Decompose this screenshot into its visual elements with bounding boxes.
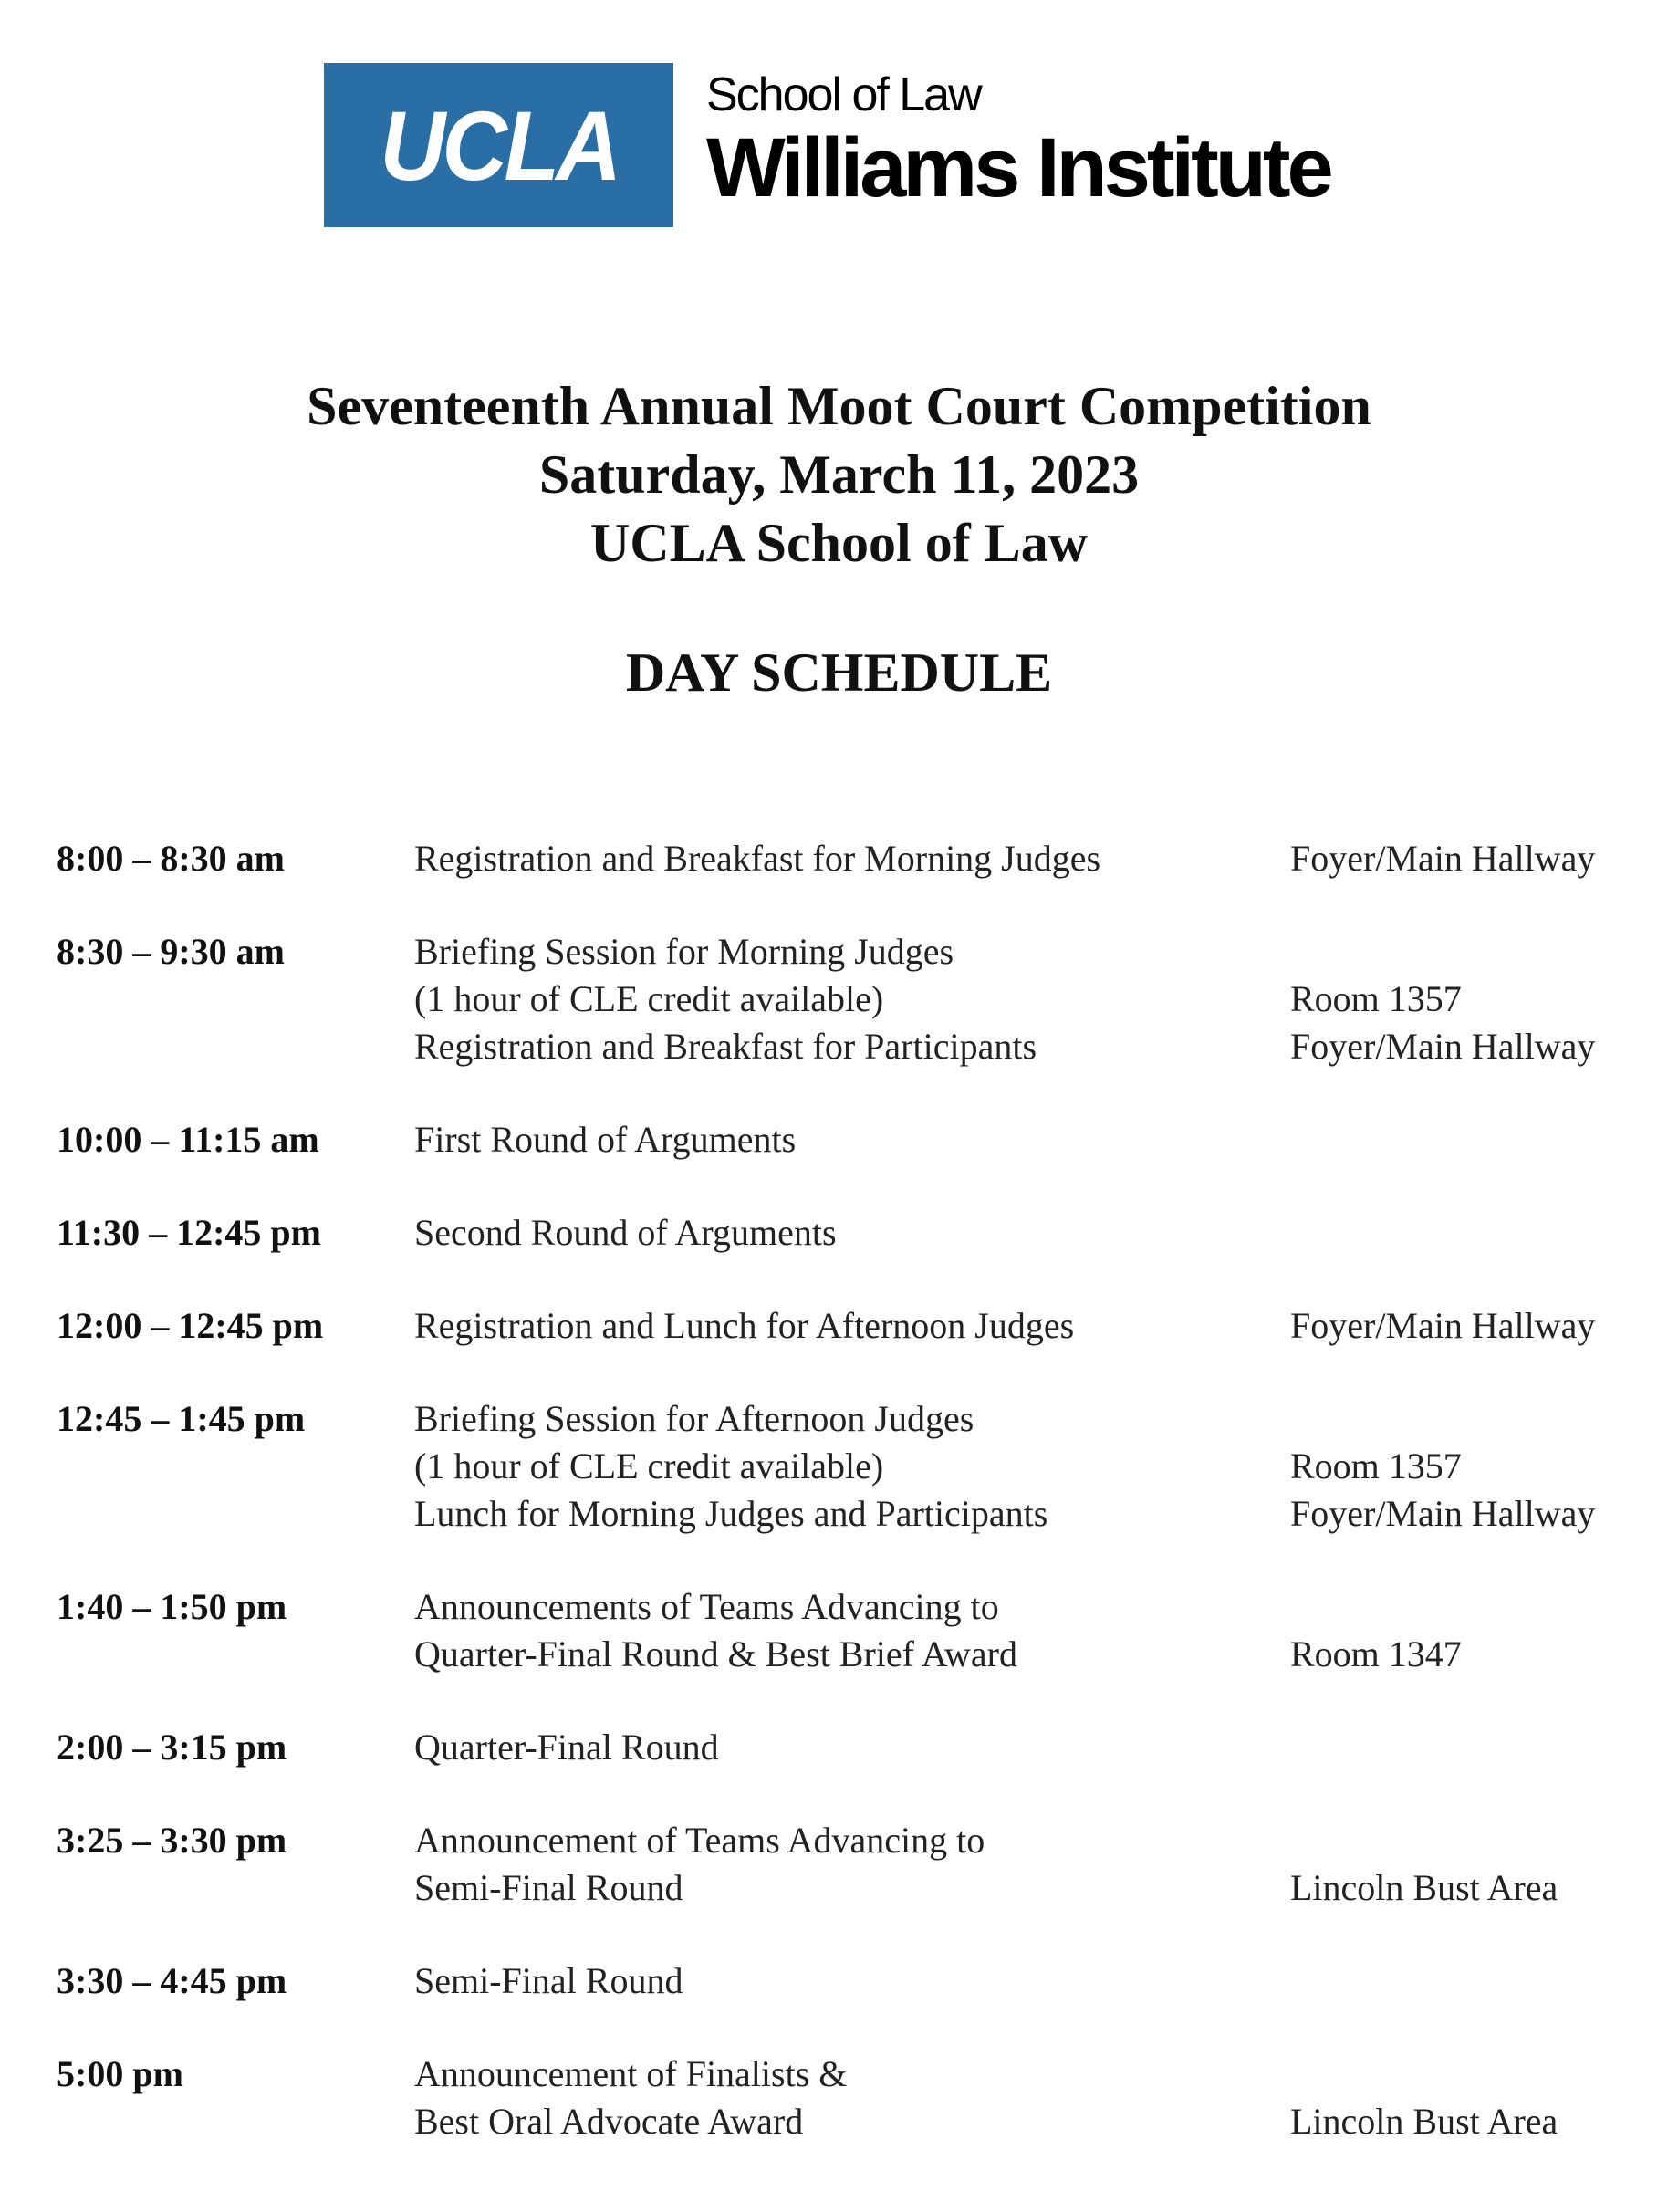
schedule-line	[414, 1443, 1644, 1490]
schedule-details	[414, 1116, 1644, 1163]
schedule-row	[57, 1817, 1644, 1912]
schedule-location	[1290, 1209, 1644, 1257]
schedule-line	[414, 2098, 1644, 2145]
schedule-line	[414, 1209, 1644, 1257]
schedule-details	[414, 1395, 1644, 1538]
schedule-line	[414, 1864, 1644, 1912]
schedule-event: (1 hour of CLE credit available)	[414, 1445, 884, 1487]
schedule-row	[57, 835, 1644, 882]
schedule-line	[414, 1395, 1644, 1443]
schedule-table	[57, 835, 1644, 2191]
schedule-location	[1290, 1957, 1644, 2005]
schedule-line	[414, 1957, 1644, 2005]
schedule-event: Registration and Lunch for Afternoon Judges	[414, 1305, 1075, 1346]
schedule-time: 12:45 – 1:45 pm	[57, 1398, 306, 1439]
schedule-event: Briefing Session for Afternoon Judges	[414, 1398, 974, 1439]
event-date: Saturday, March 11, 2023	[538, 444, 1140, 505]
event-venue: UCLA School of Law	[589, 513, 1089, 573]
schedule-details	[414, 2050, 1644, 2145]
schedule-event: Second Round of Arguments	[414, 1212, 837, 1253]
schedule-location: Room 1357	[1290, 978, 1462, 1019]
schedule-event: Semi-Final Round	[414, 1960, 683, 2001]
schedule-time: 3:30 – 4:45 pm	[57, 1960, 287, 2001]
schedule-row	[57, 1302, 1644, 1350]
logo-title: Williams Institute	[706, 121, 1330, 214]
schedule-location	[1290, 1395, 1644, 1443]
schedule-details	[414, 1209, 1644, 1257]
schedule-location: Foyer/Main Hallway	[1290, 1305, 1596, 1346]
competition-title: Seventeenth Annual Moot Court Competition	[307, 376, 1371, 436]
schedule-line	[414, 2050, 1644, 2098]
schedule-row	[57, 2050, 1644, 2145]
schedule-time: 12:00 – 12:45 pm	[57, 1305, 324, 1346]
logo-wordmark	[706, 68, 1330, 214]
schedule-location	[1290, 1724, 1644, 1771]
schedule-event: First Round of Arguments	[414, 1119, 797, 1160]
schedule-line	[414, 1724, 1644, 1771]
schedule-location: Lincoln Bust Area	[1290, 1867, 1558, 1908]
schedule-location	[1290, 928, 1644, 976]
schedule-line	[414, 1631, 1644, 1678]
schedule-event: Best Oral Advocate Award	[414, 2101, 804, 2142]
schedule-location: Room 1347	[1290, 1633, 1462, 1675]
schedule-event: Announcement of Teams Advancing to	[414, 1820, 985, 1861]
schedule-row	[57, 1209, 1644, 1257]
schedule-details	[414, 1957, 1644, 2005]
schedule-event: (1 hour of CLE credit available)	[414, 978, 884, 1019]
schedule-event: Registration and Breakfast for Morning Judges	[414, 838, 1101, 879]
schedule-location: Lincoln Bust Area	[1290, 2101, 1558, 2142]
schedule-location	[1290, 2050, 1644, 2098]
schedule-location: Foyer/Main Hallway	[1290, 1026, 1596, 1067]
schedule-title: DAY SCHEDULE	[625, 642, 1053, 703]
schedule-details	[414, 1724, 1644, 1771]
schedule-line	[414, 1583, 1644, 1631]
schedule-time: 10:00 – 11:15 am	[57, 1119, 319, 1160]
schedule-line	[414, 1490, 1644, 1538]
schedule-time: 1:40 – 1:50 pm	[57, 1586, 287, 1627]
schedule-details	[414, 1583, 1644, 1678]
ucla-logo-mark	[324, 63, 673, 227]
schedule-row	[57, 1395, 1644, 1538]
schedule-location	[1290, 1583, 1644, 1631]
schedule-time: 8:00 – 8:30 am	[57, 838, 285, 879]
schedule-event: Semi-Final Round	[414, 1867, 683, 1908]
schedule-row	[57, 1724, 1644, 1771]
schedule-time: 3:25 – 3:30 pm	[57, 1820, 287, 1861]
ucla-logo-text: UCLA	[379, 89, 619, 201]
schedule-event: Announcement of Finalists &	[414, 2053, 848, 2094]
ucla-williams-institute-logo	[324, 63, 1330, 227]
schedule-location	[1290, 1116, 1644, 1163]
schedule-event: Quarter-Final Round & Best Brief Award	[414, 1633, 1017, 1675]
schedule-details	[414, 835, 1644, 882]
schedule-details	[414, 928, 1644, 1070]
logo-subtitle: School of Law	[706, 68, 981, 121]
schedule-line	[414, 928, 1644, 976]
schedule-event: Quarter-Final Round	[414, 1727, 719, 1768]
schedule-location: Room 1357	[1290, 1445, 1462, 1487]
schedule-time: 11:30 – 12:45 pm	[57, 1212, 321, 1253]
schedule-row	[57, 1957, 1644, 2005]
schedule-line	[414, 1116, 1644, 1163]
schedule-location: Foyer/Main Hallway	[1290, 838, 1596, 879]
schedule-line	[414, 1023, 1644, 1070]
schedule-row	[57, 1116, 1644, 1163]
schedule-details	[414, 1302, 1644, 1350]
schedule-line	[414, 1302, 1644, 1350]
schedule-event: Lunch for Morning Judges and Participants	[414, 1493, 1048, 1534]
schedule-location: Foyer/Main Hallway	[1290, 1493, 1596, 1534]
document-header	[0, 372, 1678, 578]
schedule-time: 2:00 – 3:15 pm	[57, 1727, 287, 1768]
schedule-time: 5:00 pm	[57, 2053, 183, 2094]
schedule-line	[414, 976, 1644, 1023]
schedule-time: 8:30 – 9:30 am	[57, 931, 285, 972]
schedule-details	[414, 1817, 1644, 1912]
schedule-event: Briefing Session for Morning Judges	[414, 931, 954, 972]
schedule-line	[414, 1817, 1644, 1864]
schedule-location	[1290, 1817, 1644, 1864]
schedule-event: Announcements of Teams Advancing to	[414, 1586, 999, 1627]
schedule-event: Registration and Breakfast for Participants	[414, 1026, 1037, 1067]
schedule-row	[57, 928, 1644, 1070]
schedule-line	[414, 835, 1644, 882]
schedule-row	[57, 1583, 1644, 1678]
